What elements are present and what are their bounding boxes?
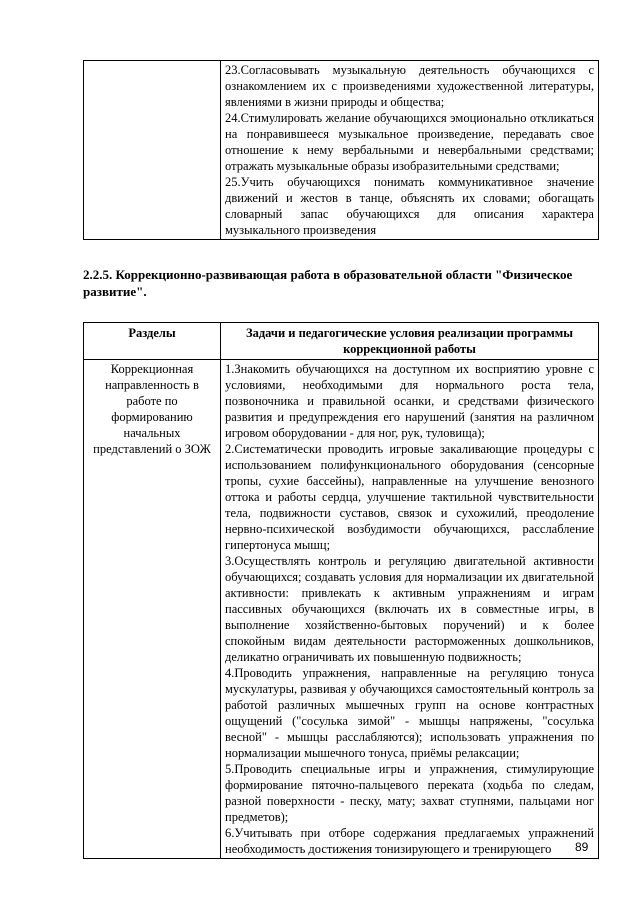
column-header-sections: Разделы bbox=[84, 323, 221, 360]
list-item: 3.Осуществлять контроль и регуляцию двигательной активности обучающихся; создавать условия для нормализации их двигательной активности: привлекать к активным упражнениям и играм пассивных обучающихся (включать их в совместные игры, в выполнение хозяйственно-бытовых поручений) и к более спокойным видам деятельности расторможенных дошкольников, деликатно ограничивать их повышенную подвижность; bbox=[225, 554, 594, 664]
list-item: 24.Стимулировать желание обучающихся эмоционально откликаться на понравившееся музыкальное произведение, передавать свое отношение к нему вербальными и невербальными средствами; отражать музыкальные образы изобразительными средствами; bbox=[225, 111, 594, 173]
section-name-cell: Коррекционная направленность в работе по формированию начальных представлений о ЗОЖ bbox=[84, 360, 221, 859]
empty-section-cell bbox=[84, 61, 221, 240]
section-heading: 2.2.5. Коррекционно-развивающая работа в образовательной области "Физическое развитие". bbox=[83, 267, 573, 299]
list-item: 25.Учить обучающихся понимать коммуникативное значение движений и жестов в танце, объяснять их словами; обогащать словарный запас обучающихся для описания характера музыкального произведения bbox=[225, 175, 594, 237]
tasks-cell bbox=[221, 360, 599, 859]
list-item: 2.Систематически проводить игровые закаливающие процедуры с использованием полифункционального оборудования (сенсорные тропы, сухие бассейны), направленные на улучшение венозного оттока и работы сердца, улучшение тактильной чувствительности тела, подвижности суставов, связок и сухожилий, преодоление нервно-психической возбудимости обучающихся, расслабление гипертонуса мышц; bbox=[225, 442, 594, 552]
column-header-tasks: Задачи и педагогические условия реализации программы коррекционной работы bbox=[221, 323, 599, 360]
list-item: 4.Проводить упражнения, направленные на регуляцию тонуса мускулатуры, развивая у обучающихся самостоятельный контроль за работой различных мышечных групп на основе контрастных ощущений ("сосулька зимой" - мышцы напряжены, "сосулька весной" - мышцы расслабляются); использовать упражнения по нормализации мышечного тонуса, приёмы релаксации; bbox=[225, 666, 594, 760]
tasks-cell bbox=[221, 61, 599, 240]
list-item: 23.Согласовывать музыкальную деятельность обучающихся с ознакомлением их с произведениями художественной литературы, явлениями в жизни природы и общества; bbox=[225, 63, 594, 109]
correction-tasks-table bbox=[83, 322, 599, 859]
table-row bbox=[84, 360, 599, 859]
page-number: 89 bbox=[575, 840, 589, 854]
list-item: 6.Учитывать при отборе содержания предлагаемых упражнений необходимость достижения тонизирующего и тренирующего bbox=[225, 826, 594, 856]
top-continuation-table bbox=[83, 60, 599, 240]
table-row bbox=[84, 61, 599, 240]
table-header-row bbox=[84, 323, 599, 360]
list-item: 1.Знакомить обучающихся на доступном их восприятию уровне с условиями, необходимыми для нормального роста тела, позвоночника и правильной осанки, и средствами физического развития и предупреждения его нарушений (занятия на различном игровом оборудовании - для ног, рук, туловища); bbox=[225, 362, 594, 440]
list-item: 5.Проводить специальные игры и упражнения, стимулирующие формирование пяточно-пальцевого переката (ходьба по следам, разной поверхности - песку, мату; захват ступнями, пальцами ног предметов); bbox=[225, 762, 594, 824]
